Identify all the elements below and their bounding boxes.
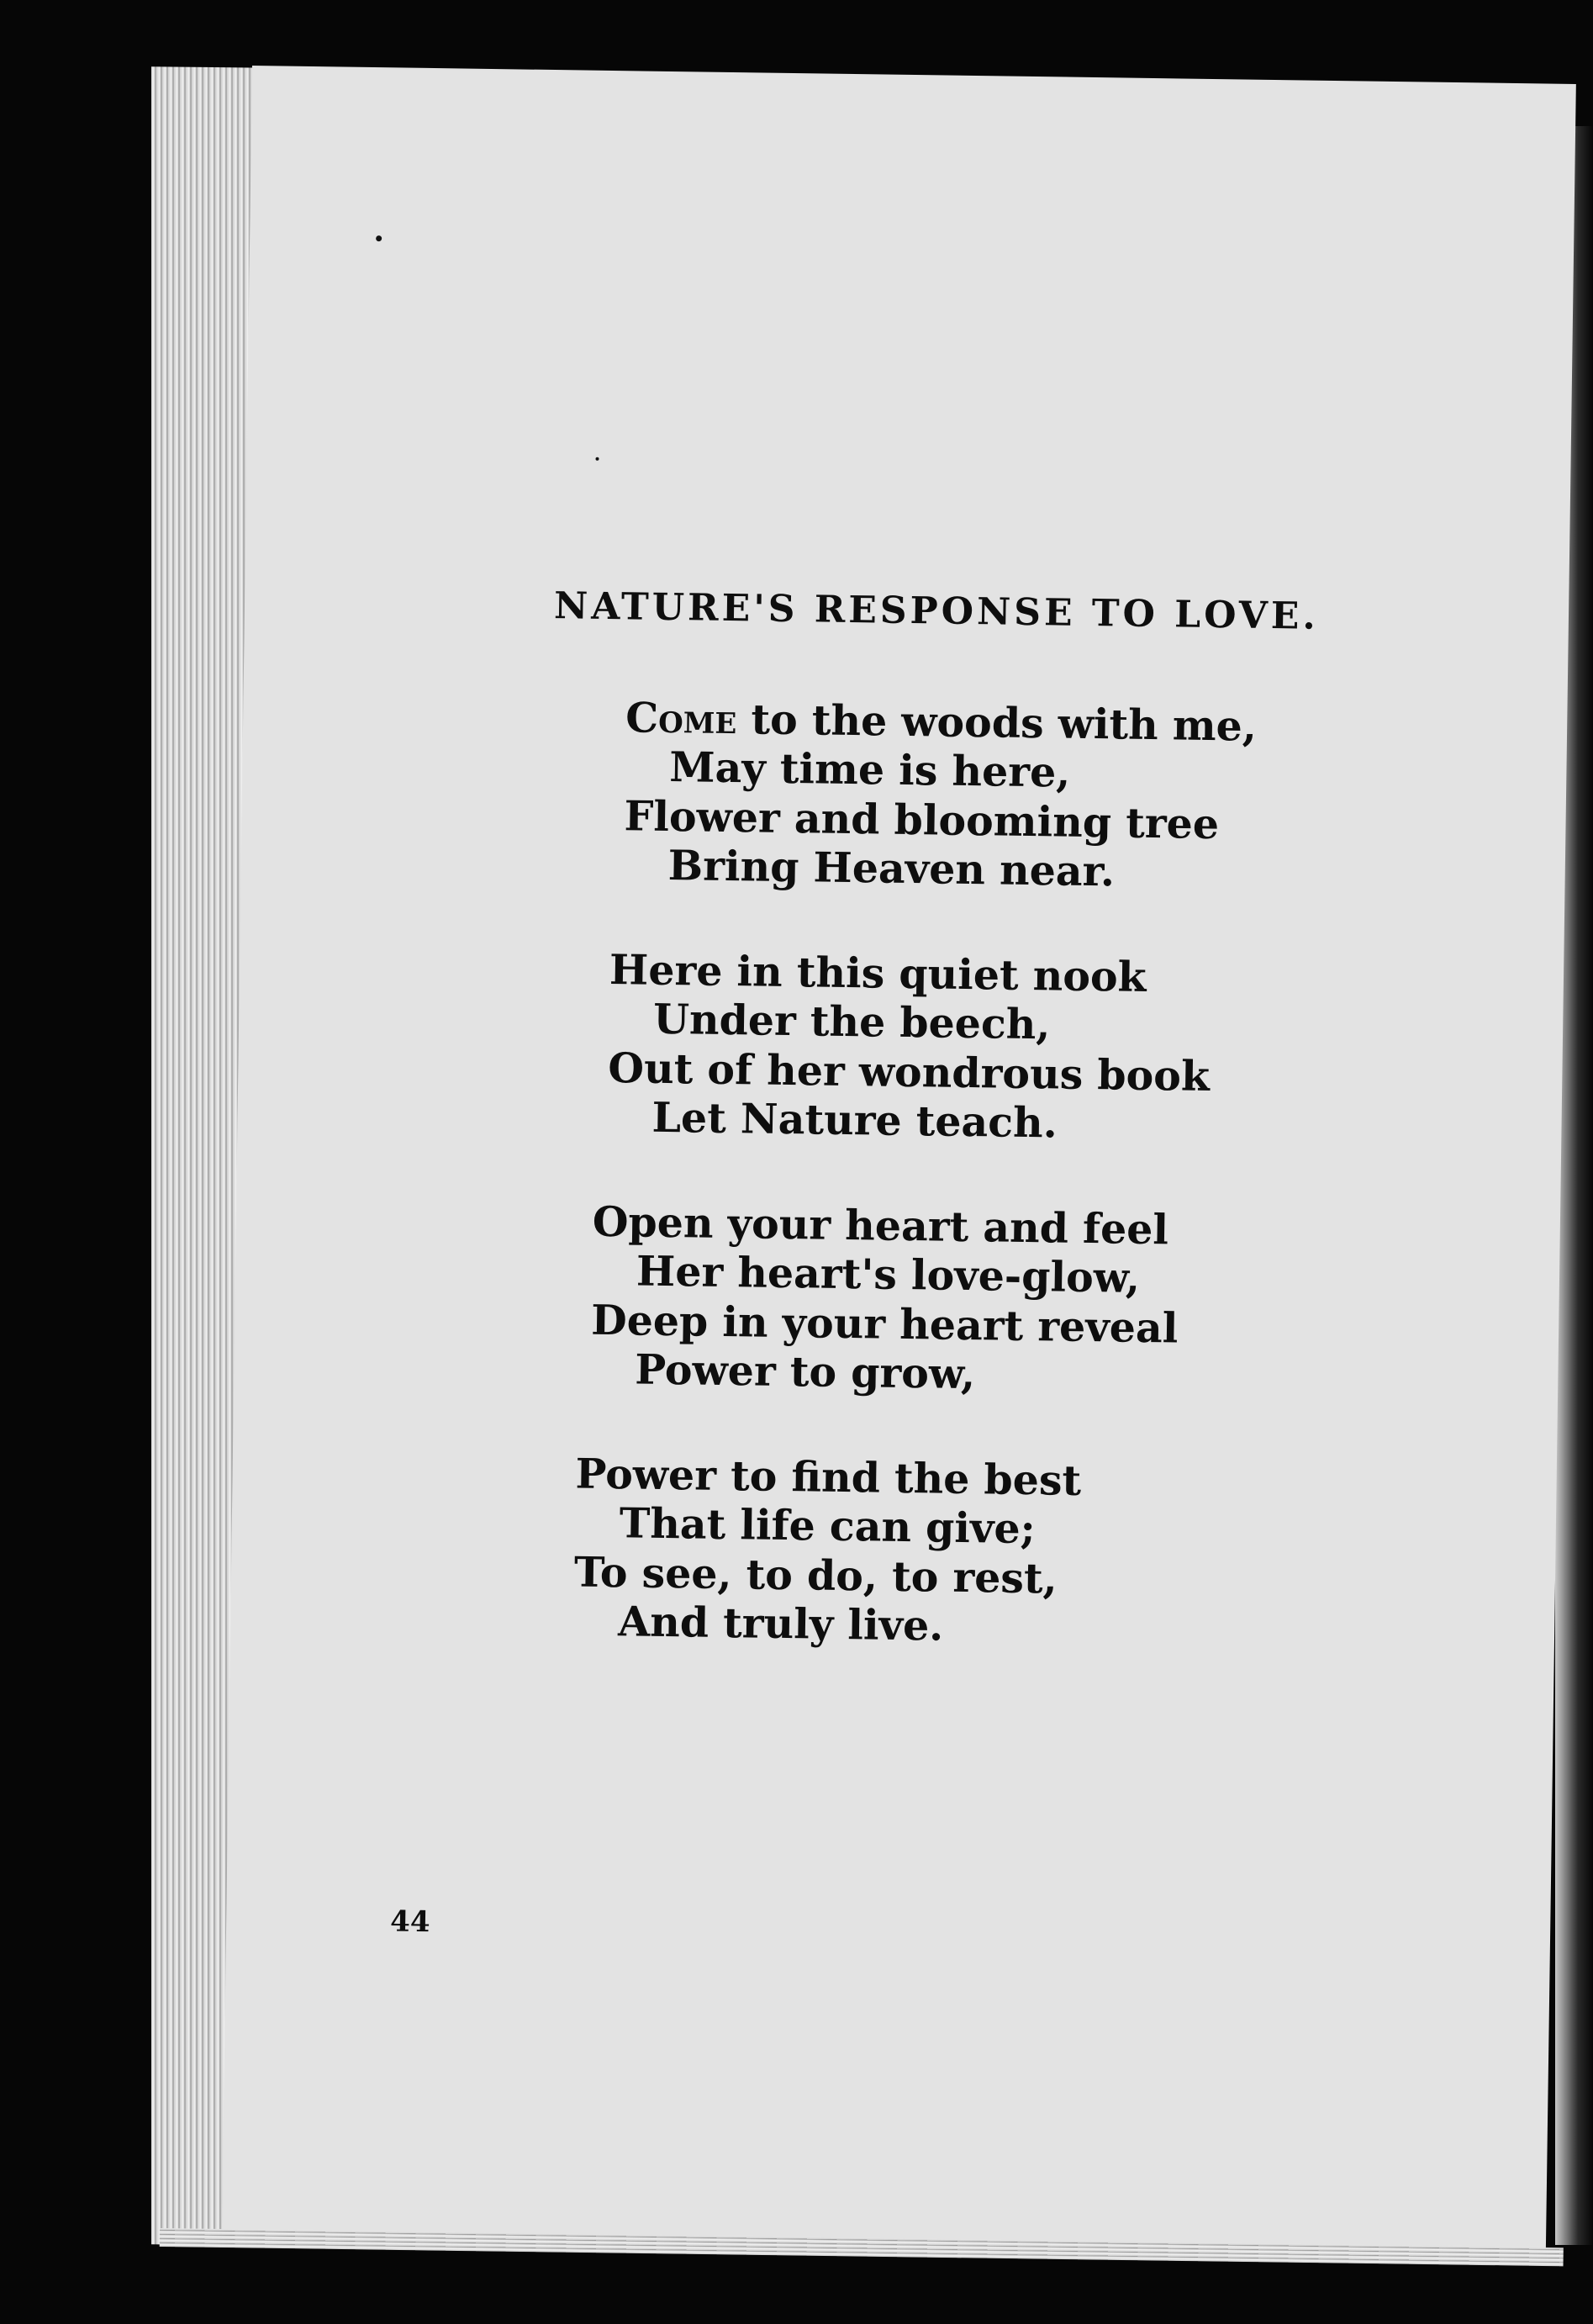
poem-line <box>625 693 1258 751</box>
page-content <box>222 66 1576 2262</box>
poem-line: May time is here, <box>668 742 1071 797</box>
line-rest: to the woods with me, <box>736 695 1258 751</box>
poem-line: Power to grow, <box>634 1344 976 1399</box>
poem-line: Deep in your heart reveal <box>590 1295 1179 1353</box>
page-number: 44 <box>389 1904 430 1940</box>
poem-line: That life can give; <box>619 1498 1037 1554</box>
poem-line: To see, to do, to rest, <box>573 1547 1058 1603</box>
poem-line: Under the beech, <box>652 994 1051 1049</box>
dust-speck <box>595 457 599 461</box>
drop-word: Come <box>625 693 737 744</box>
dust-speck <box>376 235 382 241</box>
poem-line: Open your heart and feel <box>592 1196 1169 1254</box>
book-page <box>222 66 1576 2262</box>
poem-line: Her heart's love-glow, <box>636 1246 1141 1302</box>
poem-line: Here in this quiet nook <box>609 945 1147 1001</box>
poem-line: Out of her wondrous book <box>607 1043 1211 1101</box>
poem-line: And truly live. <box>617 1597 944 1651</box>
poem-title: NATURE'S RESPONSE TO LOVE. <box>553 584 1320 638</box>
poem-line: Bring Heaven near. <box>667 841 1116 896</box>
poem-line: Flower and blooming tree <box>624 791 1220 849</box>
poem-line: Power to find the best <box>575 1449 1082 1505</box>
poem-line: Let Nature teach. <box>651 1092 1058 1148</box>
